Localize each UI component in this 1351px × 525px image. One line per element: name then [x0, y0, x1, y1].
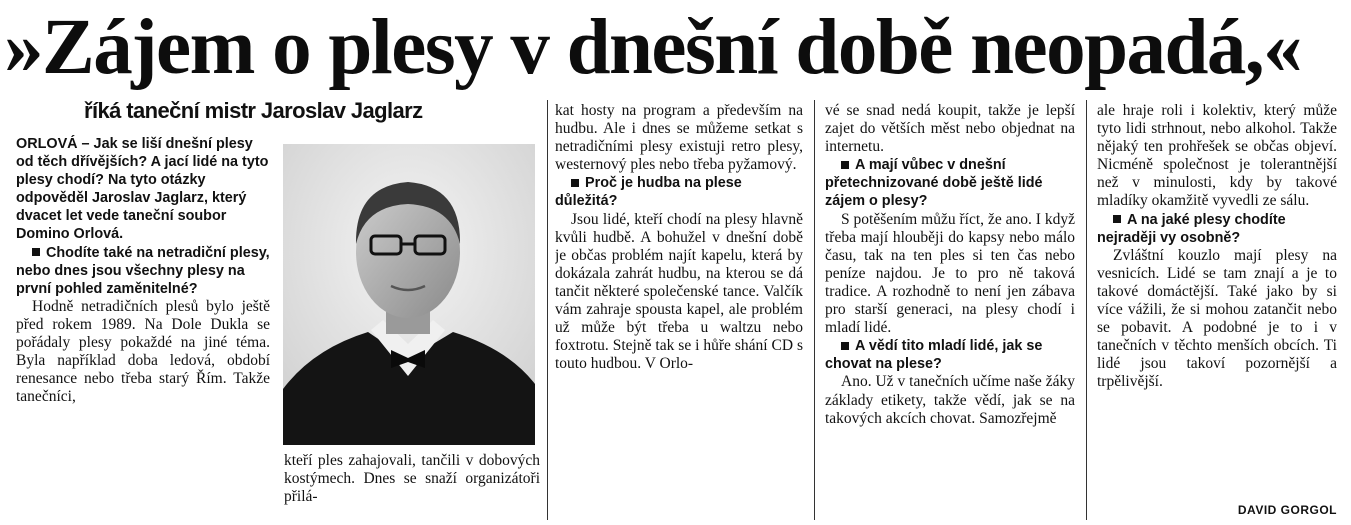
- article-lead: ORLOVÁ – Jak se liší dnešní plesy od těch dřívějších? A jací lidé na tyto plesy chodí? Na tyto otázky odpověděl Jaroslav Jaglarz, který dvacet let vede taneční soubor Domino Orlová.: [16, 136, 269, 243]
- column-rule: [1086, 100, 1087, 520]
- answer-4-part-2: ale hraje roli i kolektiv, který může tyto lidi strhnout, nebo alkohol. Takže nějaký ten prohřešek se občas objeví. Nicméně společnost je tolerantnější než v minulosti, kdy by takové mladíky okamžitě vyvedli ze sálu.: [1097, 102, 1337, 210]
- question-5-text: A na jaké plesy chodíte nejraději vy osobně?: [1097, 211, 1286, 246]
- answer-3: S potěšením můžu říct, že ano. I když třeba mají hlouběji do kapsy nebo málo času, tak na ten ples si ten čas nebo peníze najdou. Je to pro ně taková tradice. A rozhodně to není jen zábava pro starší generaci, na plesy chodí i mladí lidé.: [825, 210, 1075, 337]
- square-bullet-icon: [841, 342, 849, 350]
- portrait-illustration: [283, 144, 535, 445]
- answer-2-part-1: Jsou lidé, kteří chodí na plesy hlavně kvůli hudbě. A bohužel v dnešní době je občas problém najít kapelu, která by dokázala zahrát hudbu, na kterou se dá tančit některé společenské tance. Valčík vám zahraje spousta kapel, ale problém už může být třeba u waltzu nebo foxtrotu. Stejně tak se i hůře shání CD s touto hudbou. V Orlo-: [555, 210, 803, 373]
- question-2-text: Proč je hudba na plese důležitá?: [555, 175, 742, 210]
- author-byline: DAVID GORGOL: [1237, 503, 1337, 517]
- square-bullet-icon: [1113, 215, 1121, 223]
- square-bullet-icon: [841, 161, 849, 169]
- question-3: [825, 156, 1075, 210]
- article-column-2: [284, 452, 540, 525]
- article-column-5: [1097, 102, 1337, 525]
- question-4-text: A vědí tito mladí lidé, jak se chovat na plese?: [825, 338, 1043, 373]
- column-rule: [814, 100, 815, 520]
- column-rule: [547, 100, 548, 520]
- article-column-1: [16, 135, 270, 525]
- question-3-text: A mají vůbec v dnešní přetechnizované době ještě lidé zájem o plesy?: [825, 157, 1043, 210]
- answer-5: Zvláštní kouzlo mají plesy na vesnicích. Lidé se tam znají a je to takové domáctější. Také jako by si více vážili, že si mohou zatančit nebo se pobavit. A podobné je to i v tanečních v těchto menších obcích. Ti lidé jsou takoví pozornější a trpělivější.: [1097, 246, 1337, 391]
- question-2: [555, 174, 803, 210]
- answer-1-part-3: kat hosty na program a především na hudbu. Ale i dnes se můžeme setkat s netradičními plesy existuji retro plesy, westernový ples nebo třeba pyžamový.: [555, 102, 803, 174]
- portrait-photo: [283, 144, 535, 445]
- question-4: [825, 337, 1075, 373]
- square-bullet-icon: [571, 179, 579, 187]
- article-column-4: [825, 102, 1075, 525]
- question-5: [1097, 211, 1337, 247]
- subheadline: říká taneční mistr Jaroslav Jaglarz: [84, 98, 423, 123]
- question-1: [16, 244, 270, 298]
- article-column-3: [555, 102, 803, 525]
- question-1-text: Chodíte také na netradiční plesy, nebo dnes jsou všechny plesy na první pohled zaměnitelné?: [16, 244, 270, 297]
- square-bullet-icon: [32, 248, 40, 256]
- headline: »Zájem o plesy v dnešní době neopadá,«: [4, 4, 1302, 91]
- answer-4-part-1: Ano. Už v tanečních učíme naše žáky základy etikety, takže vědí, jak se na takových akcích chovat. Samozřejmě: [825, 373, 1075, 427]
- answer-1-part-1: Hodně netradičních plesů bylo ještě před rokem 1989. Na Dole Dukla se pořádaly plesy pokaždé na jiné téma. Byla například doba ledová, období renesance nebo třeba starý Řím. Takže tanečníci,: [16, 297, 270, 406]
- answer-2-part-2: vé se snad nedá koupit, takže je lepší zajet do větších měst nebo objednat na internetu.: [825, 102, 1075, 156]
- answer-1-part-2: kteří ples zahajovali, tančili v dobových kostýmech. Dnes se snaží organizátoři přilá-: [284, 452, 540, 506]
